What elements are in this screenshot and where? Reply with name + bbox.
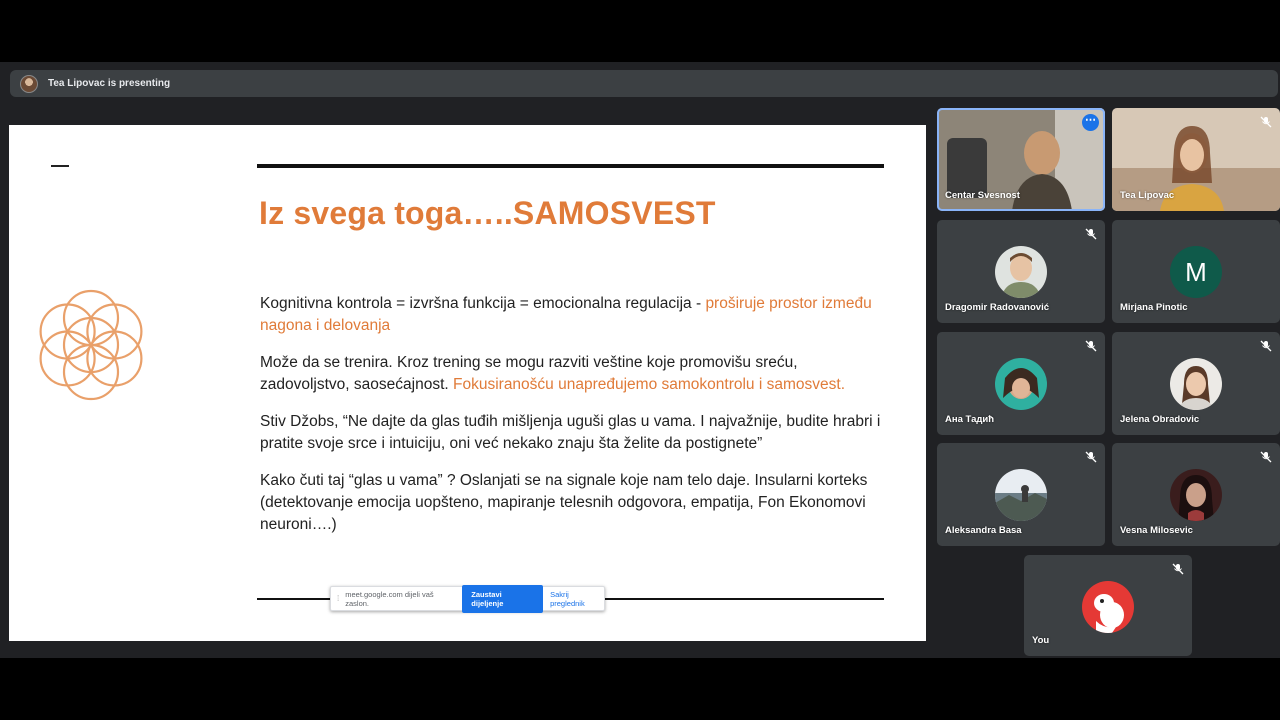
avatar <box>995 246 1047 298</box>
slide-paragraph: Kako čuti taj “glas u vama” ? Oslanjati se na signale koje nam telo daje. Insularni korteks (detektovanje emocija uopšteno, mapiranje telesnih odgovora, empatija, Fon Ekonomovi neuroni….) <box>260 472 868 533</box>
participant-tile[interactable] <box>937 443 1105 546</box>
participant-tile[interactable] <box>1024 555 1192 656</box>
avatar <box>995 358 1047 410</box>
avatar: M <box>1170 246 1222 298</box>
hide-bar-link[interactable]: Sakrij preglednik <box>550 589 585 608</box>
avatar <box>995 469 1047 521</box>
mic-off-icon <box>1085 228 1097 240</box>
mic-off-icon <box>1260 340 1272 352</box>
participant-name: Mirjana Pinotic <box>1120 302 1188 313</box>
mic-off-icon <box>1172 563 1184 575</box>
mic-off-icon <box>1260 451 1272 463</box>
participant-tile[interactable] <box>1112 220 1280 323</box>
participant-name: Centar Svesnost <box>945 190 1020 201</box>
slide-paragraph: Kognitivna kontrola = izvršna funkcija = emocionalna regulacija - proširuje prostor između nagona i delovanja <box>260 295 872 334</box>
participant-name: Vesna Milosevic <box>1120 525 1193 536</box>
participant-tile[interactable] <box>937 108 1105 211</box>
participant-name: Dragomir Radovanović <box>945 302 1049 313</box>
presenting-banner[interactable] <box>10 70 1278 97</box>
participant-tile[interactable] <box>937 332 1105 435</box>
avatar <box>1082 581 1134 633</box>
share-message: meet.google.com dijeli vaš zaslon. <box>345 589 434 608</box>
participant-tile[interactable] <box>1112 443 1280 546</box>
slide-paragraph: Stiv Džobs, “Ne dajte da glas tuđih mišljenja uguši glas u vama. I najvažnije, budite hrabri i pratite svoje srce i intuiciju, oni već nekako znaju šta želite da postignete” <box>260 413 881 452</box>
participant-tile[interactable] <box>1112 332 1280 435</box>
mic-off-icon <box>1085 451 1097 463</box>
presenter-avatar <box>20 75 38 93</box>
mic-off-icon <box>1085 340 1097 352</box>
slide-dash-decoration <box>51 165 69 167</box>
drag-handle-icon[interactable]: ⁞ <box>337 594 340 603</box>
participant-tile[interactable] <box>937 220 1105 323</box>
slide-paragraph: Može da se trenira. Kroz trening se mogu razviti veštine koje promovišu sreću, zadovoljstvo, saosećajnost. Fokusiranošću unapređujemo samokontrolu i samosvest. <box>260 354 845 393</box>
slide-top-rule <box>257 164 884 168</box>
participant-name: Tea Lipovac <box>1120 190 1175 201</box>
avatar <box>1170 469 1222 521</box>
shared-slide <box>9 125 926 641</box>
participant-name: Ана Тадић <box>945 414 995 425</box>
stop-sharing-button[interactable]: Zaustavi dijeljenje <box>462 585 543 613</box>
participant-name: You <box>1032 635 1050 646</box>
slide-body <box>260 293 890 551</box>
participant-name: Jelena Obradovic <box>1120 414 1200 425</box>
slide-title: Iz svega toga…..SAMOSVEST <box>259 195 716 231</box>
avatar <box>1170 358 1222 410</box>
mic-off-icon <box>1260 116 1272 128</box>
screen-share-bar <box>330 586 605 611</box>
flower-of-life-icon <box>31 285 151 405</box>
presenting-label: Tea Lipovac is presenting <box>48 78 171 89</box>
meet-stage <box>0 62 1280 658</box>
participant-tile[interactable] <box>1112 108 1280 211</box>
more-options-icon[interactable]: ⋯ <box>1082 114 1099 131</box>
participant-name: Aleksandra Basa <box>945 525 1022 536</box>
